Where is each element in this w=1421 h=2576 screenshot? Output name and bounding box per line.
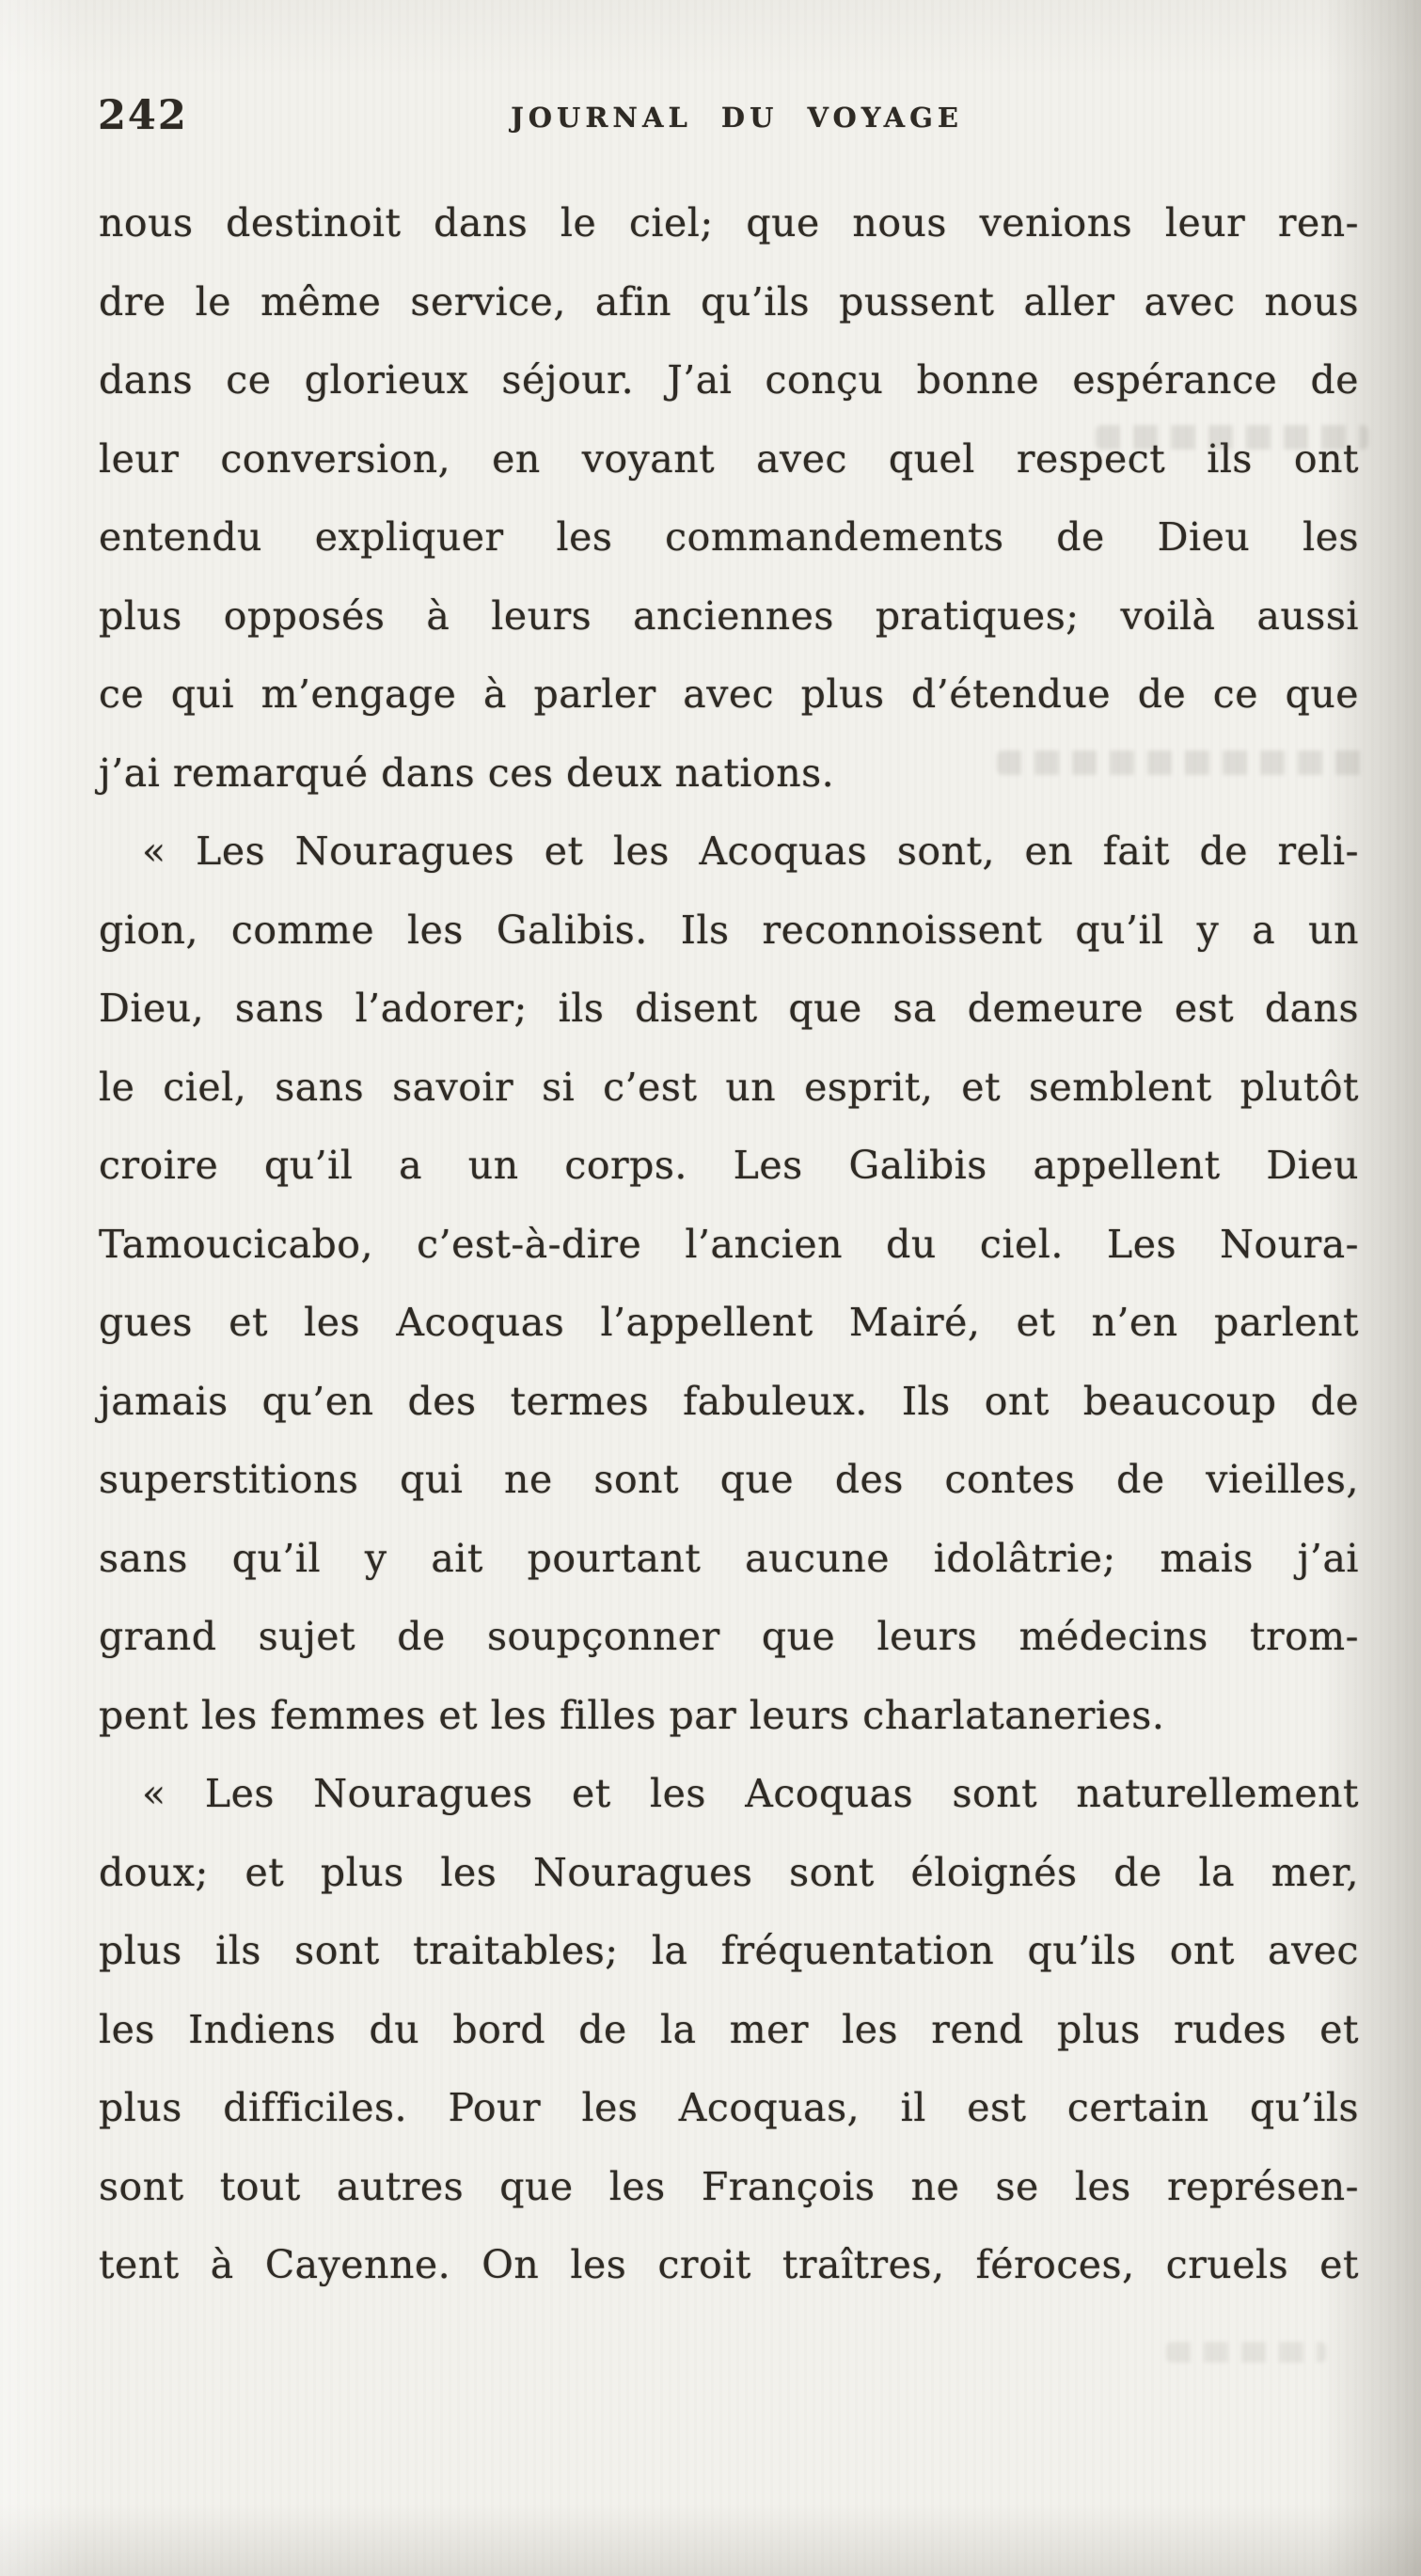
- show-through-smudge: [1166, 2342, 1326, 2363]
- text-line: grand sujet de soupçonner que leurs médecins trom-: [99, 1614, 1359, 1659]
- text-block: [99, 184, 1359, 2305]
- text-line: superstitions qui ne sont que des contes de vieilles,: [99, 1457, 1359, 1502]
- text-line: plus ils sont traitables; la fréquentation qu’ils ont avec: [99, 1928, 1359, 1973]
- page-number: 242: [98, 92, 188, 139]
- text-line: Dieu, sans l’adorer; ils disent que sa demeure est dans: [99, 986, 1359, 1031]
- text-line: nous destinoit dans le ciel; que nous venions leur ren-: [99, 200, 1359, 245]
- text-line: ce qui m’engage à parler avec plus d’étendue de ce que: [99, 672, 1359, 717]
- text-line: doux; et plus les Nouragues sont éloignés de la mer,: [99, 1849, 1359, 1895]
- text-line: entendu expliquer les commandements de Dieu les: [99, 514, 1359, 560]
- running-title: JOURNAL DU VOYAGE: [511, 102, 963, 134]
- text-line: pent les femmes et les filles par leurs charlataneries.: [99, 1692, 1165, 1738]
- text-line: plus difficiles. Pour les Acoquas, il est certain qu’ils: [99, 2085, 1359, 2130]
- text-line: leur conversion, en voyant avec quel respect ils ont: [99, 435, 1359, 482]
- text-line: plus opposés à leurs anciennes pratiques; voilà aussi: [99, 593, 1359, 639]
- text-line: le ciel, sans savoir si c’est un esprit, et semblent plutôt: [99, 1064, 1359, 1110]
- text-line: j’ai remarqué dans ces deux nations.: [99, 750, 835, 796]
- running-header: [0, 90, 1421, 147]
- text-line: Tamoucicabo, c’est-à-dire l’ancien du ciel. Les Noura-: [99, 1221, 1359, 1267]
- text-line: « Les Nouragues et les Acoquas sont naturellement: [142, 1771, 1359, 1816]
- text-line: dans ce glorieux séjour. J’ai conçu bonne espérance de: [99, 357, 1359, 403]
- text-line: sont tout autres que les François ne se les représen-: [99, 2163, 1359, 2209]
- text-line: sans qu’il y ait pourtant aucune idolâtrie; mais j’ai: [99, 1535, 1359, 1581]
- text-line: gues et les Acoquas l’appellent Mairé, et n’en parlent: [99, 1300, 1359, 1345]
- text-line: les Indiens du bord de la mer les rend plus rudes et: [99, 2006, 1359, 2052]
- text-line: « Les Nouragues et les Acoquas sont, en fait de reli-: [142, 829, 1359, 874]
- text-line: jamais qu’en des termes fabuleux. Ils ont beaucoup de: [99, 1378, 1359, 1424]
- text-line: gion, comme les Galibis. Ils reconnoissent qu’il y a un: [99, 907, 1359, 953]
- text-line: croire qu’il a un corps. Les Galibis appellent Dieu: [99, 1143, 1359, 1188]
- text-line: tent à Cayenne. On les croit traîtres, féroces, cruels et: [99, 2242, 1359, 2287]
- text-line: dre le même service, afin qu’ils pussent aller avec nous: [99, 278, 1359, 324]
